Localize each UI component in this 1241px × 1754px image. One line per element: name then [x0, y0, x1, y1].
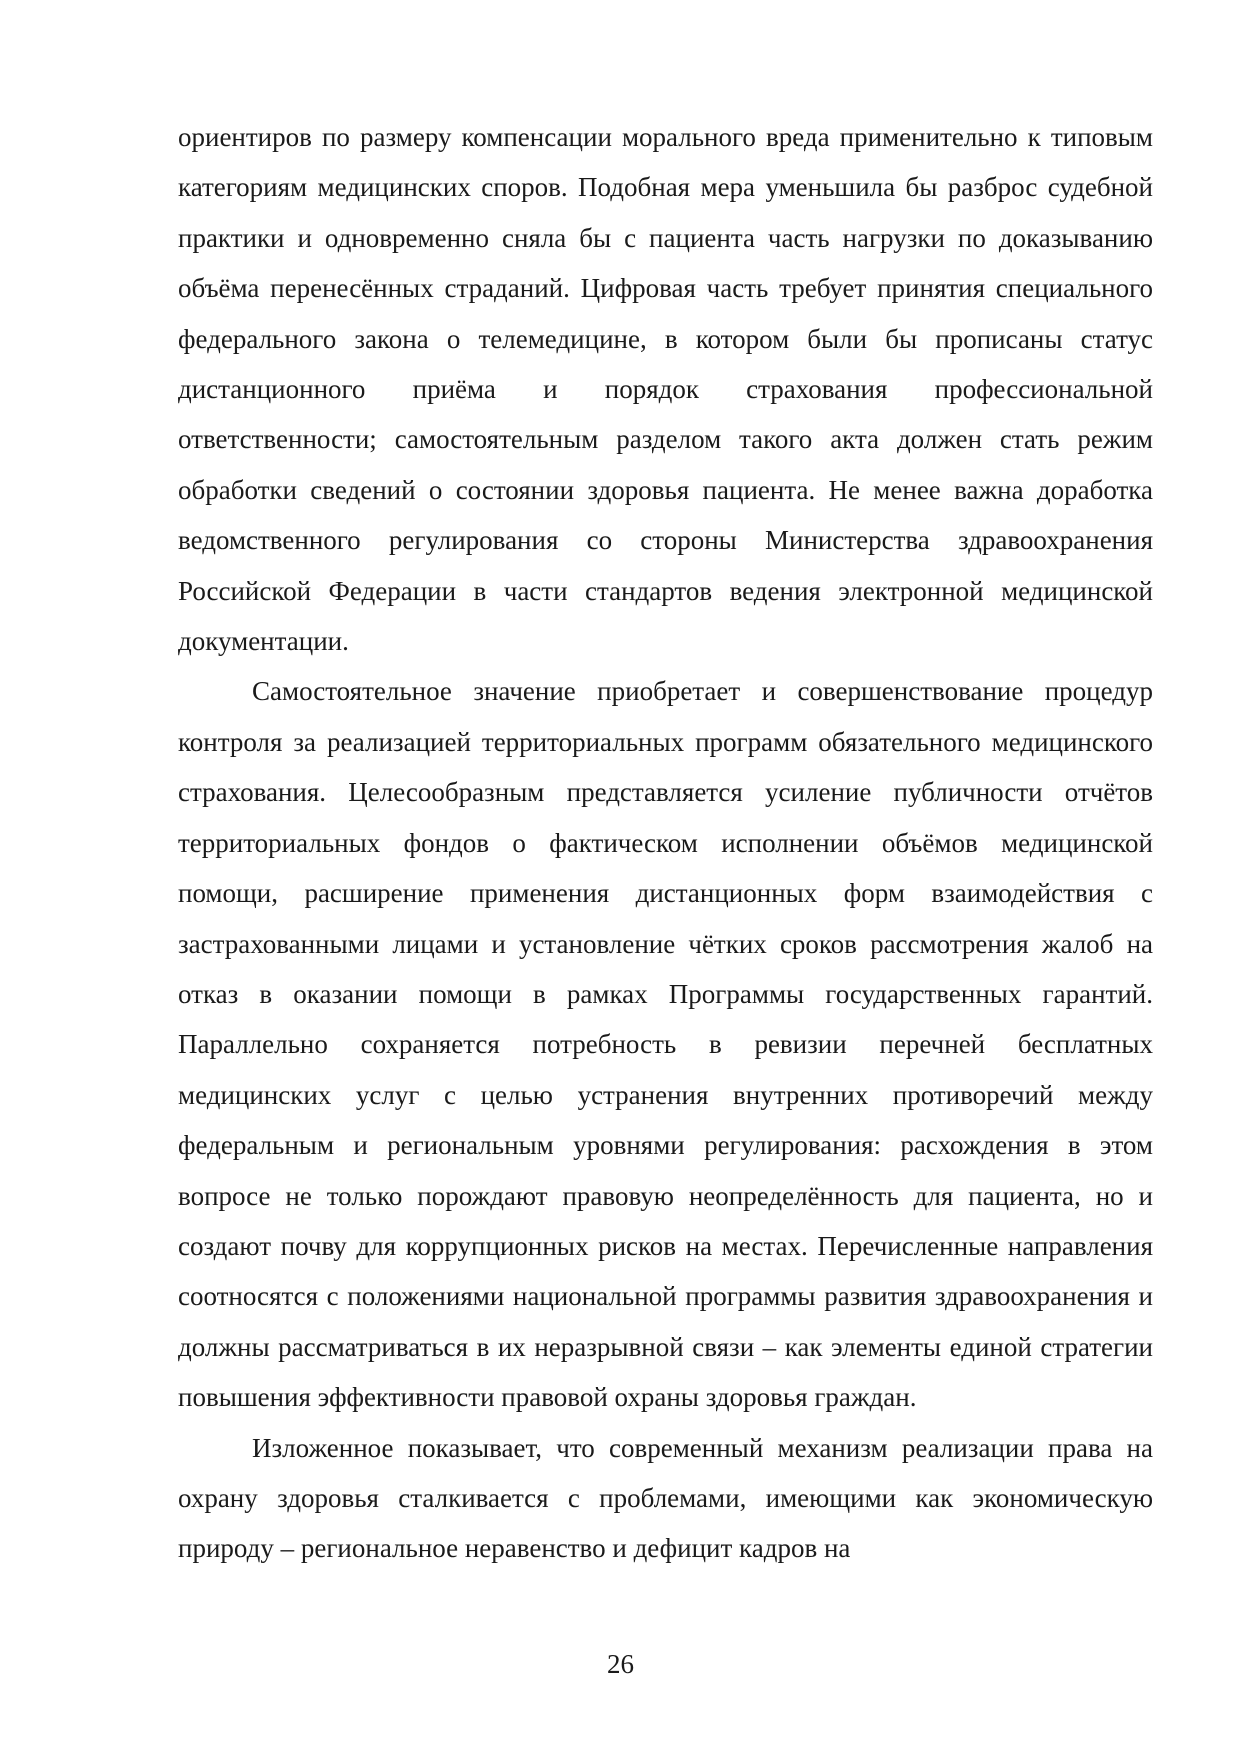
- paragraph-control-procedures: Самостоятельное значение приобретает и совершенствование процедур контроля за реализацией территориальных программ обязательного медицинского страхования. Целесообразным представляется усиление публичности отчётов территориальных фондов о фактическом исполнении объёмов медицинской помощи, расширение применения дистанционных форм взаимодействия с застрахованными лицами и установление чётких сроков рассмотрения жалоб на отказ в оказании помощи в рамках Программы государственных гарантий. Параллельно сохраняется потребность в ревизии перечней бесплатных медицинских услуг с целью устранения внутренних противоречий между федеральным и региональным уровнями регулирования: расхождения в этом вопросе не только порождают правовую неопределённость для пациента, но и создают почву для коррупционных рисков на местах. Перечисленные направления соотносятся с положениями национальной программы развития здравоохранения и должны рассматриваться в их неразрывной связи – как элементы единой стратегии повышения эффективности правовой охраны здоровья граждан.: [178, 676, 1153, 1413]
- paragraph-conclusion: Изложенное показывает, что современный механизм реализации права на охрану здоровья сталкивается с проблемами, имеющими как экономическую природу – региональное неравенство и дефицит кадров на: [178, 1432, 1153, 1564]
- page-number: 26: [607, 1649, 634, 1679]
- paragraph-continuation: ориентиров по размеру компенсации морального вреда применительно к типовым категориям медицинских споров. Подобная мера уменьшила бы разброс судебной практики и одновременно сняла бы с пациента часть нагрузки по доказыванию объёма перенесённых страданий. Цифровая часть требует принятия специального федерального закона о телемедицине, в котором были бы прописаны статус дистанционного приёма и порядок страхования профессиональной ответственности; самостоятельным разделом такого акта должен стать режим обработки сведений о состоянии здоровья пациента. Не менее важна доработка ведомственного регулирования со стороны Министерства здравоохранения Российской Федерации в части стандартов ведения электронной медицинской документации.: [178, 122, 1153, 657]
- body-text: [178, 112, 1153, 1574]
